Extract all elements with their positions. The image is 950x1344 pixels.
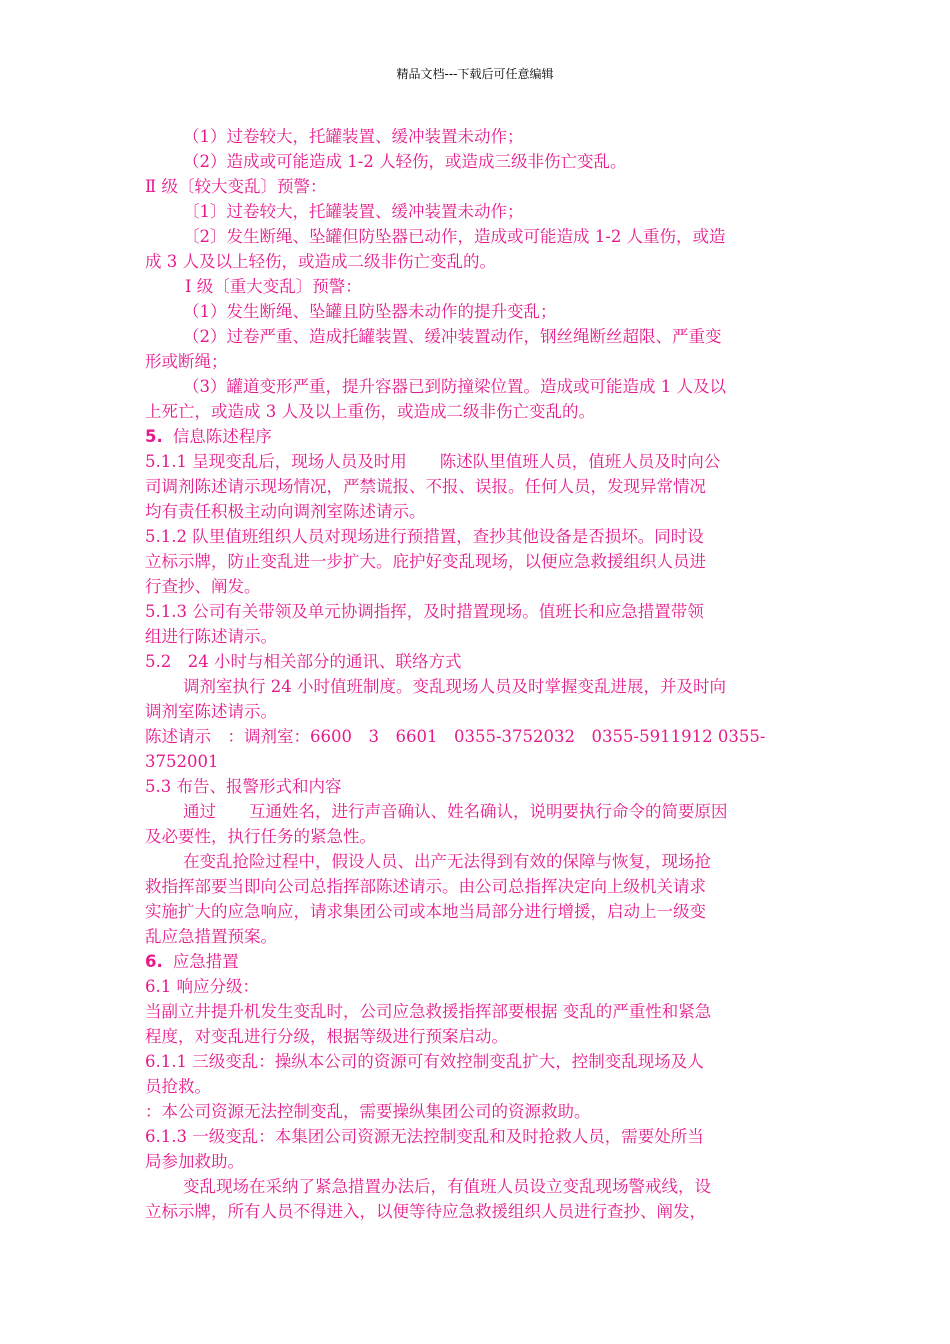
section-number: 5. — [145, 427, 163, 446]
text-line: 司调剂陈述请示现场情况，严禁谎报、不报、误报。任何人员，发现异常情况 — [145, 477, 706, 496]
text-line: 立标示牌，防止变乱进一步扩大。庇护好变乱现场，以便应急救援组织人员进 — [145, 552, 706, 571]
text-line: 在变乱抢险过程中，假设人员、出产无法得到有效的保障与恢复，现场抢 — [183, 852, 711, 871]
text-line: 实施扩大的应急响应，请求集团公司或本地当局部分进行增援，启动上一级变 — [145, 902, 706, 921]
text-line: 〔1〕过卷较大，托罐装置、缓冲装置未动作； — [183, 202, 524, 221]
text-line: Ⅱ 级〔较大变乱〕预警： — [145, 177, 327, 196]
contact-line: 陈述请示 ：调剂室：6600 3 6601 0355-3752032 0355-5911912 0355- — [145, 727, 766, 746]
text-line: 6.1.3 一级变乱：本集团公司资源无法控制变乱和及时抢救人员，需要处所当 — [145, 1127, 704, 1146]
text-line: 5.1.3 公司有关带领及单元协调指挥，及时措置现场。值班长和应急措置带领 — [145, 602, 704, 621]
section-title: 信息陈述程序 — [172, 427, 272, 446]
section-heading-5 — [145, 424, 810, 449]
text-line: 〔2〕发生断绳、坠罐但防坠器已动作，造成或可能造成 1-2 人重伤，或造 — [183, 227, 726, 246]
text-line: 乱应急措置预案。 — [145, 927, 277, 946]
text-line: 立标示牌，所有人员不得进入，以便等待应急救援组织人员进行查抄、阐发， — [145, 1202, 706, 1221]
text-line: （2）过卷严重、造成托罐装置、缓冲装置动作，钢丝绳断丝超限、严重变 — [183, 327, 722, 346]
text-line: 及必要性，执行任务的紧急性。 — [145, 827, 376, 846]
section-title: 应急措置 — [172, 952, 239, 971]
text-line: 5.1.2 队里值班组织人员对现场进行预措置，查抄其他设备是否损坏。同时设 — [145, 527, 704, 546]
section-heading-6 — [145, 949, 810, 974]
page-header: 精品文档---下载后可任意编辑 — [396, 67, 554, 81]
text-line: ：本公司资源无法控制变乱，需要操纵集团公司的资源救助。 — [145, 1102, 591, 1121]
text-line: 调剂室执行 24 小时值班制度。变乱现场人员及时掌握变乱进展，并及时向 — [183, 677, 726, 696]
text-line: Ⅰ 级〔重大变乱〕预警： — [185, 277, 362, 296]
text-line: 救指挥部要当即向公司总指挥部陈述请示。由公司总指挥决定向上级机关请求 — [145, 877, 706, 896]
section-number: 6. — [145, 952, 163, 971]
text-line: 上死亡，或造成 3 人及以上重伤，或造成二级非伤亡变乱的。 — [145, 402, 595, 421]
document-body — [145, 124, 810, 1224]
text-line: 形或断绳； — [145, 352, 228, 371]
subsection-heading: 5.3 布告、报警形式和内容 — [145, 777, 342, 796]
text-line: （3）罐道变形严重，提升容器已到防撞梁位置。造成或可能造成 1 人及以 — [183, 377, 726, 396]
text-line: 组进行陈述请示。 — [145, 627, 277, 646]
text-line: 5.1.1 呈现变乱后，现场人员及时用 陈述队里值班人员，值班人员及时向公 — [145, 452, 721, 471]
text-line: （1）发生断绳、坠罐且防坠器未动作的提升变乱； — [183, 302, 557, 321]
contact-line: 3752001 — [145, 752, 219, 771]
text-line: 调剂室陈述请示。 — [145, 702, 277, 721]
text-line: 当副立井提升机发生变乱时，公司应急救援指挥部要根据 变乱的严重性和紧急 — [145, 1002, 712, 1021]
text-line: 均有责任积极主动向调剂室陈述请示。 — [145, 502, 426, 521]
text-line: 局参加救助。 — [145, 1152, 244, 1171]
text-line: 成 3 人及以上轻伤，或造成二级非伤亡变乱的。 — [145, 252, 496, 271]
text-line: 通过 互通姓名，进行声音确认、姓名确认，说明要执行命令的简要原因 — [183, 802, 728, 821]
text-line: 6.1.1 三级变乱：操纵本公司的资源可有效控制变乱扩大，控制变乱现场及人 — [145, 1052, 704, 1071]
text-line: 员抢救。 — [145, 1077, 211, 1096]
text-line: （2）造成或可能造成 1-2 人轻伤，或造成三级非伤亡变乱。 — [183, 152, 627, 171]
text-line: （1）过卷较大，托罐装置、缓冲装置未动作； — [183, 127, 524, 146]
subsection-heading: 5.2 24 小时与相关部分的通讯、联络方式 — [145, 652, 462, 671]
text-line: 行查抄、阐发。 — [145, 577, 261, 596]
subsection-heading: 6.1 响应分级： — [145, 977, 259, 996]
text-line: 程度，对变乱进行分级，根据等级进行预案启动。 — [145, 1027, 508, 1046]
text-line: 变乱现场在采纳了紧急措置办法后，有值班人员设立变乱现场警戒线，设 — [183, 1177, 711, 1196]
